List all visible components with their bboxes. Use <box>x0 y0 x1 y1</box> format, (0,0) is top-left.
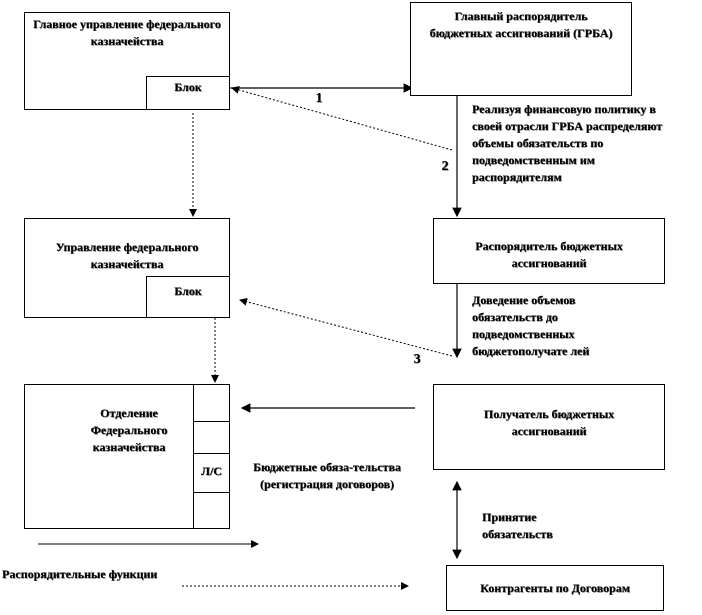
label-grba-text: Реализуя финансовую политику в своей отрасли ГРБА распределяют объемы обязательств по подведомственным им распорядителям <box>472 102 663 184</box>
label-gu-fk: Главное управление федерального казначейства <box>33 17 221 48</box>
label-number-1: 1 <box>315 91 323 106</box>
label-number-2: 2 <box>441 159 449 174</box>
box-ls-cell-2 <box>193 421 230 454</box>
label-number-3: 3 <box>413 352 421 367</box>
legend-func-label: Распорядительные функции <box>2 567 158 581</box>
label-ls: Л/С <box>201 464 222 478</box>
label-pba: Получатель бюджетных ассигнований <box>483 407 615 438</box>
label-kontr: Контрагенты по Договорам <box>480 581 630 595</box>
label-ufk: Управление федерального казначейства <box>55 240 199 271</box>
label-blok-1: Блок <box>174 80 202 94</box>
dotted-arrow-to-blok1 <box>232 88 452 150</box>
label-blok-2: Блок <box>174 284 202 298</box>
box-ls-cell-4 <box>193 492 230 529</box>
label-obligations: Бюджетные обяза-тельства (регистрация договоров) <box>253 460 401 491</box>
label-accept: Принятие обязательств <box>482 510 553 541</box>
box-ls-cell-1 <box>193 384 230 422</box>
dotted-arrow-to-blok2 <box>240 300 452 356</box>
label-rba-text: Доведение объемов обязательств до подведомственных бюджетополучате лей <box>472 293 590 358</box>
label-ofk: Отделение Федерального казначейства <box>90 406 168 454</box>
label-rba: Распорядитель бюджетных ассигнований <box>475 239 623 270</box>
label-grba: Главный распорядитель бюджетных ассигнований (ГРБА) <box>429 9 613 40</box>
